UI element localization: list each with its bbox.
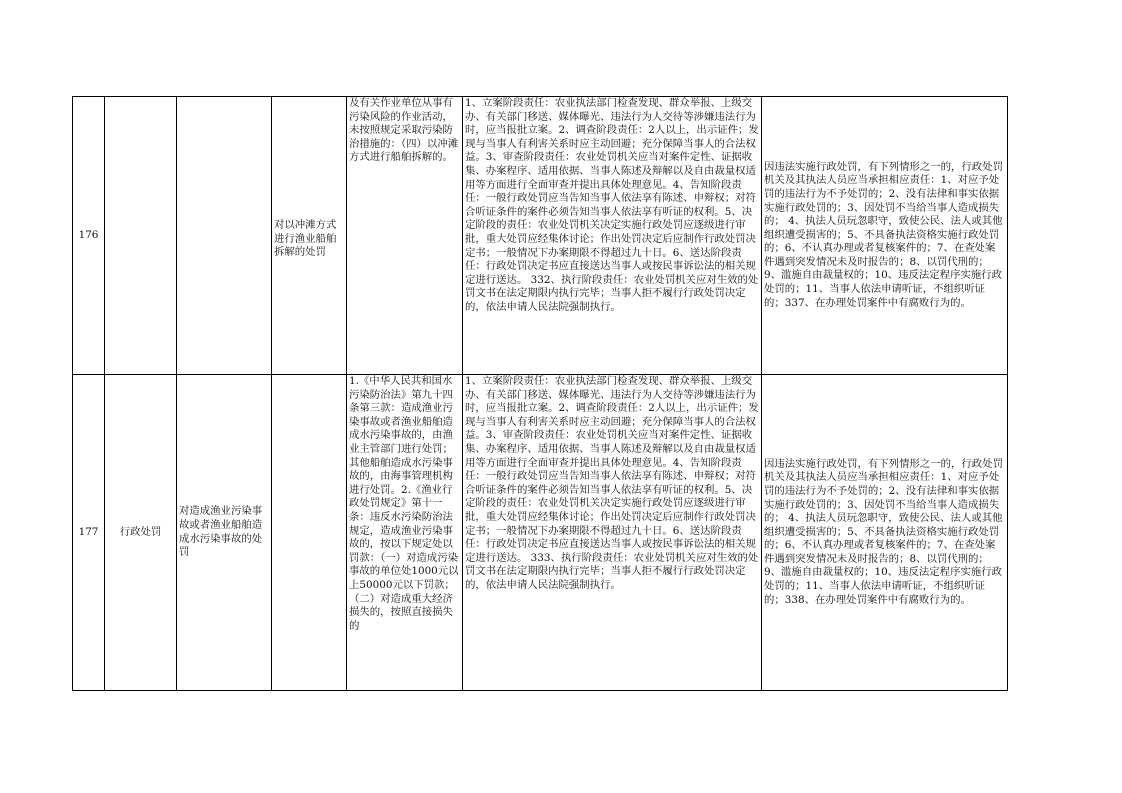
item-name-cell bbox=[177, 375, 272, 691]
responsibility-cell bbox=[463, 97, 762, 375]
responsibility-cell bbox=[463, 375, 762, 691]
legal-basis-text: 及有关作业单位从事有污染风险的作业活动，未按照规定采取污染防治措施的：（四）以冲滩方式进行船舶拆解的。 bbox=[349, 97, 459, 164]
table-row bbox=[73, 97, 1008, 375]
power-list-table bbox=[72, 96, 1008, 691]
liability-cell bbox=[762, 375, 1008, 691]
row-number: 176 bbox=[73, 97, 105, 375]
item-name-text: 对造成渔业污染事故或者渔业船舶造成水污染事故的处罚 bbox=[179, 505, 263, 559]
responsibility-text: 1、立案阶段责任：农业执法部门检查发现、群众举报、上级交办、有关部门移送、媒体曝光、违法行为人交待等涉嫌违法行为时，应当报批立案。2、调查阶段责任：2人以上，出示证件；发现与当事人有利害关系时应主动回避；充分保障当事人的合法权益。3、审查阶段责任：农业处罚机关应当对案件定性、证据收集、办案程序、适用依据、当事人陈述及辩解以及自由裁量权适用等方面进行全面审查并提出具体处理意见。4、告知阶段责任：一般行政处罚应当告知当事人依法享有陈述、申辩权；对符合听证条件的案件必须告知当事人依法享有听证的权利。5、决定阶段的责任：农业处罚机关决定实施行政处罚应逐级进行审批，重大处罚应经集体讨论；作出处罚决定后应制作行政处罚决定书；一般情况下办案期限不得超过九十日。6、送达阶段责任：行政处罚决定书应直接送达当事人或按民事诉讼法的相关规定进行送达。 333、执行阶段责任：农业处罚机关应对生效的处罚文书在法定期限内执行完毕；当事人拒不履行行政处罚决定的，依法申请人民法院强制执行。 bbox=[465, 375, 759, 591]
legal-basis-cell bbox=[347, 375, 463, 691]
liability-cell bbox=[762, 97, 1008, 375]
power-type-cell bbox=[105, 97, 177, 375]
power-type-cell: 行政处罚 bbox=[105, 375, 177, 691]
sub-item-cell bbox=[272, 375, 347, 691]
legal-basis-text: 1.《中华人民共和国水污染防治法》第九十四条第三款：造成渔业污染事故或者渔业船舶造成水污染事故的，由渔业主管部门进行处罚；其他船舶造成水污染事故的，由海事管理机构进行处罚。2.《渔业行政处罚规定》第十一条：违反水污染防治法规定，造成渔业污染事故的，按以下规定处以罚款：（一）对造成污染事故的单位处1000元以上50000元以下罚款；（二）对造成重大经济损失的，按照直接损失的 bbox=[349, 375, 459, 632]
sub-item-text: 对以冲滩方式进行渔业船舶拆解的处罚 bbox=[274, 219, 337, 259]
responsibility-text: 1、立案阶段责任：农业执法部门检查发现、群众举报、上级交办、有关部门移送、媒体曝光、违法行为人交待等涉嫌违法行为时，应当报批立案。2、调查阶段责任：2人以上，出示证件；发现与当事人有利害关系时应主动回避；充分保障当事人的合法权益。3、审查阶段责任：农业处罚机关应当对案件定性、证据收集、办案程序、适用依据、当事人陈述及辩解以及自由裁量权适用等方面进行全面审查并提出具体处理意见。4、告知阶段责任：一般行政处罚应当告知当事人依法享有陈述、申辩权；对符合听证条件的案件必须告知当事人依法享有听证的权利。5、决定阶段的责任：农业处罚机关决定实施行政处罚应逐级进行审批，重大处罚应经集体讨论；作出处罚决定后应制作行政处罚决定书；一般情况下办案期限不得超过九十日。6、送达阶段责任：行政处罚决定书应直接送达当事人或按民事诉讼法的相关规定进行送达。 332、执行阶段责任：农业处罚机关应对生效的处罚文书在法定期限内执行完毕；当事人拒不履行行政处罚决定的，依法申请人民法院强制执行。 bbox=[465, 97, 759, 313]
sub-item-cell bbox=[272, 97, 347, 375]
table-row bbox=[73, 375, 1008, 691]
liability-text: 因违法实施行政处罚，有下列情形之一的，行政处罚机关及其执法人员应当承担相应责任：1、对应予处罚的违法行为不予处罚的；2、没有法律和事实依据实施行政处罚的；3、因处罚不当给当事人造成损失的； 4、执法人员玩忽职守，致使公民、法人或其他组织遭受损害的；5、不具备执法资格实施行政处罚的；6、不认真办理或者复核案件的；7、在查处案件遇到突发情况未及时报告的；8、以罚代刑的；9、滥施自由裁量权的；10、违反法定程序实施行政处罚的；11、当事人依法申请听证，不组织听证的；337、在办理处罚案件中有腐败行为的。 bbox=[764, 160, 1003, 309]
item-name-cell bbox=[177, 97, 272, 375]
liability-text: 因违法实施行政处罚，有下列情形之一的，行政处罚机关及其执法人员应当承担相应责任：1、对应予处罚的违法行为不予处罚的；2、没有法律和事实依据实施行政处罚的；3、因处罚不当给当事人造成损失的； 4、执法人员玩忽职守，致使公民、法人或其他组织遭受损害的；5、不具备执法资格实施行政处罚的；6、不认真办理或者复核案件的；7、在查处案件遇到突发情况未及时报告的；8、以罚代刑的；9、滥施自由裁量权的；10、违反法定程序实施行政处罚的；11、当事人依法申请听证，不组织听证的；338、在办理处罚案件中有腐败行为的。 bbox=[764, 457, 1003, 606]
row-number: 177 bbox=[73, 375, 105, 691]
legal-basis-cell bbox=[347, 97, 463, 375]
